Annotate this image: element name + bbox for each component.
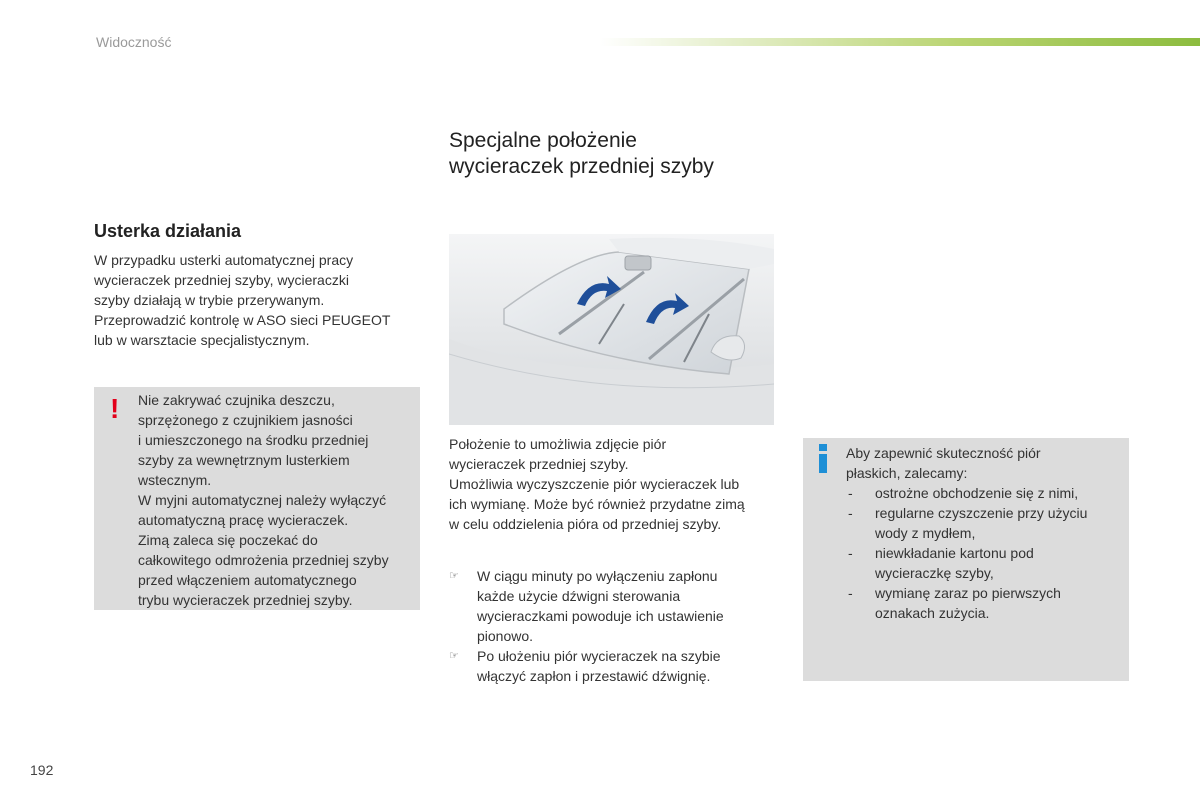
windshield-wiper-illustration (449, 234, 774, 425)
header-accent-bar (600, 38, 1200, 46)
dash-bullet: - (848, 585, 853, 601)
warning-text (138, 390, 389, 610)
dash-bullet: - (848, 485, 853, 501)
warning-line: Nie zakrywać czujnika deszczu, (138, 392, 335, 408)
step-item (449, 566, 724, 646)
step-line: W ciągu minuty po wyłączeniu zapłonu (477, 568, 718, 584)
info-icon (817, 444, 829, 472)
step-item (449, 646, 724, 686)
step-line: każde użycie dźwigni sterowania (477, 588, 681, 604)
paragraph-line: W przypadku usterki automatycznej pracy (94, 252, 354, 268)
info-icon-dot (819, 444, 827, 451)
info-list-item (846, 583, 1087, 623)
page-title (449, 128, 714, 180)
info-item-line: wycieraczkę szyby, (875, 565, 994, 581)
pointing-hand-icon: ☞ (449, 570, 459, 582)
paragraph-line: szyby działają w trybie przerywanym. (94, 292, 325, 308)
paragraph-line: wycieraczek przedniej szyby, wycieraczki (94, 272, 349, 288)
info-item-line: ostrożne obchodzenie się z nimi, (875, 485, 1079, 501)
info-list-item (846, 543, 1087, 583)
info-intro-line: Aby zapewnić skuteczność piór (846, 445, 1041, 461)
step-line: włączyć zapłon i przestawić dźwignię. (477, 668, 711, 684)
rear-view-mirror (625, 256, 651, 270)
warning-line: i umieszczonego na środku przedniej (138, 432, 369, 448)
info-intro-line: płaskich, zalecamy: (846, 465, 968, 481)
info-item-line: wymianę zaraz po pierwszych (875, 585, 1061, 601)
position-paragraph (449, 434, 745, 534)
info-item-line: niewkładanie kartonu pod (875, 545, 1034, 561)
info-list-item (846, 503, 1087, 543)
page-number: 192 (30, 762, 54, 778)
warning-line: wstecznym. (138, 472, 212, 488)
step-line: pionowo. (477, 628, 534, 644)
malfunction-heading: Usterka działania (94, 221, 242, 241)
info-item-line: wody z mydłem, (875, 525, 976, 541)
dash-bullet: - (848, 545, 853, 561)
paragraph-line: Przeprowadzić kontrolę w ASO sieci PEUGEOT (94, 312, 391, 328)
paragraph-line: wycieraczek przedniej szyby. (449, 456, 629, 472)
page-title-line: Specjalne położenie (449, 129, 637, 152)
paragraph-line: lub w warsztacie specjalistycznym. (94, 332, 310, 348)
section-label: Widoczność (96, 34, 172, 50)
warning-line: W myjni automatycznej należy wyłączyć (138, 492, 387, 508)
paragraph-line: Położenie to umożliwia zdjęcie piór (449, 436, 667, 452)
info-text (846, 443, 1087, 623)
warning-line: Zimą zaleca się poczekać do (138, 532, 318, 548)
warning-line: sprzężonego z czujnikiem jasności (138, 412, 353, 428)
step-line: Po ułożeniu piór wycieraczek na szybie (477, 648, 721, 664)
malfunction-paragraph (94, 250, 390, 350)
exclamation-icon: ! (110, 393, 120, 424)
info-item-line: oznakach zużycia. (875, 605, 990, 621)
info-box (803, 438, 1129, 681)
warning-line: przed włączeniem automatycznego (138, 572, 357, 588)
steps-list (449, 566, 724, 686)
warning-line: automatyczną pracę wycieraczek. (138, 512, 349, 528)
info-item-line: regularne czyszczenie przy użyciu (875, 505, 1088, 521)
paragraph-line: Umożliwia wyczyszczenie piór wycieraczek lub (449, 476, 740, 492)
warning-line: trybu wycieraczek przedniej szyby. (138, 592, 353, 608)
step-line: wycieraczkami powoduje ich ustawienie (477, 608, 724, 624)
info-list-item (846, 483, 1087, 503)
warning-line: całkowitego odmrożenia przedniej szyby (138, 552, 389, 568)
paragraph-line: ich wymianę. Może być również przydatne zimą (449, 496, 745, 512)
dash-bullet: - (848, 505, 853, 521)
page-title-line: wycieraczek przedniej szyby (449, 155, 714, 178)
warning-box (94, 387, 420, 610)
info-icon-stem (819, 454, 827, 473)
paragraph-line: w celu oddzielenia pióra od przedniej szyby. (449, 516, 722, 532)
warning-line: szyby za wewnętrznym lusterkiem (138, 452, 350, 468)
pointing-hand-icon: ☞ (449, 650, 459, 662)
